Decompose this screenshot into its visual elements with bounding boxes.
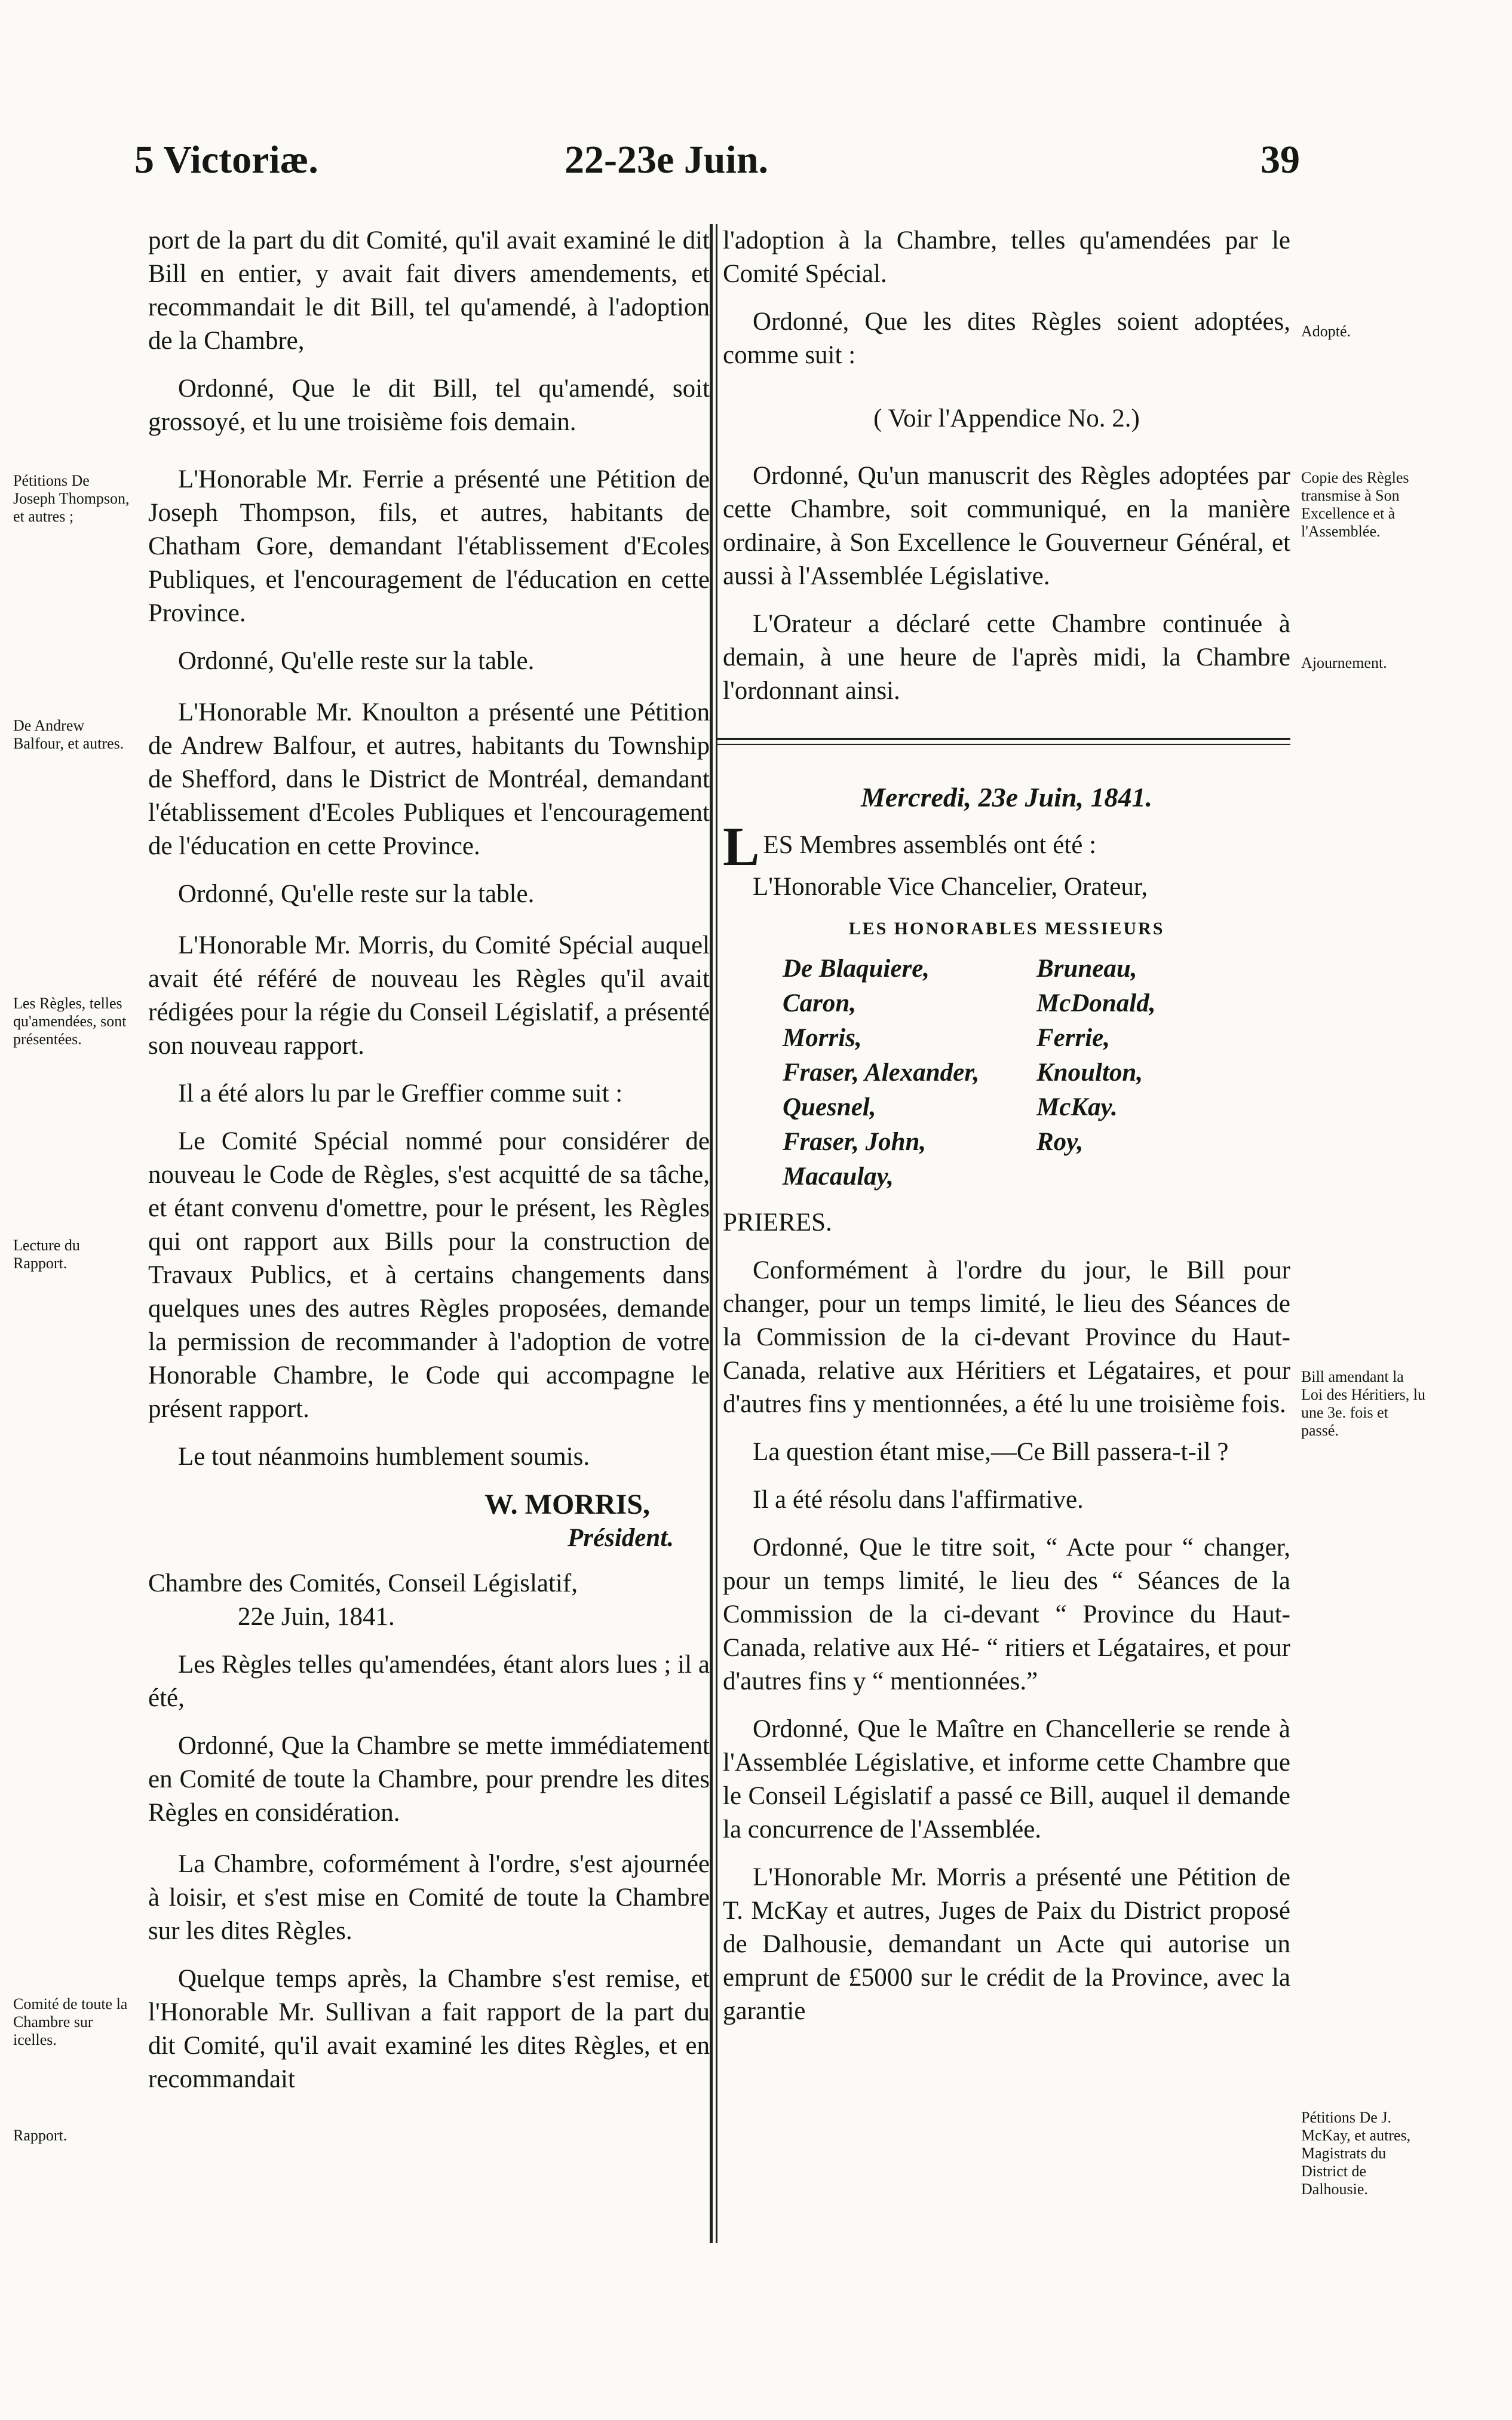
- members-text: ES Membres assemblés ont été :: [763, 831, 1097, 859]
- date-heading: Mercredi, 23e Juin, 1841.: [860, 782, 1153, 812]
- paragraph: Le Comité Spécial nommé pour considérer de nouveau le Code de Règles, s'est acquitté de sa tâche, et étant convenu d'omettre, pour le présent, les Règles qui ont rapport aux Bills pour la construction de Travaux Publics, et à certains changements dans quelques unes des autres Règles proposées, demande la permission de recommander à l'adoption de votre Honorable Chambre, le Code qui accompagne le présent rapport.: [148, 1127, 710, 1423]
- member-name: Knoulton,: [1036, 1059, 1143, 1087]
- left-column: [148, 224, 710, 2111]
- paragraph: L'Honorable Mr. Morris a présenté une Pétition de T. McKay et autres, Juges de Paix du District proposé de Dalhousie, demandant un Acte qui autorise un emprunt de £5000 sur le crédit de la Province, avec la garantie: [723, 1863, 1290, 2025]
- paragraph: Il a été alors lu par le Greffier comme suit :: [178, 1079, 623, 1108]
- column-divider-right: [716, 224, 717, 2243]
- paragraph: Il a été résolu dans l'affirmative.: [753, 1486, 1084, 1514]
- page-number: 39: [1260, 138, 1300, 182]
- section-separator: [717, 738, 1290, 745]
- margin-note-left: Lecture du Rapport.: [13, 1237, 80, 1272]
- prayers-heading: PRIERES.: [723, 1209, 832, 1237]
- paragraph: l'adoption à la Chambre, telles qu'amendées par le Comité Spécial.: [723, 226, 1290, 288]
- paragraph: Ordonné, Qu'un manuscrit des Règles adoptées par cette Chambre, soit communiqué, en la manière ordinaire, à Son Excellence le Gouverneur Général, et aussi à l'Assemblée Législative.: [723, 462, 1290, 590]
- margin-note-right: Bill amendant la Loi des Héritiers, lu une 3e. fois et passé.: [1301, 1368, 1425, 1439]
- place-line: Chambre des Comités, Conseil Législatif,: [148, 1569, 578, 1597]
- paragraph: Quelque temps après, la Chambre s'est remise, et l'Honorable Mr. Sullivan a fait rapport de la part du dit Comité, qu'il avait examiné les dites Règles, et en recommandait: [148, 1965, 710, 2093]
- date-line: 22e Juin, 1841.: [238, 1603, 395, 1631]
- right-column: [723, 224, 1290, 2042]
- paragraph: Conformément à l'ordre du jour, le Bill pour changer, pour un temps limité, le lieu des Séances de la Commission de la ci-devant Province du Haut-Canada, relative aux Héritiers et Légataires, et pour d'autres fins y mentionnées, a été lu une troisième fois.: [723, 1256, 1290, 1418]
- margin-note-left: Pétitions De Joseph Thompson, et autres ;: [13, 472, 130, 525]
- member-name: Ferrie,: [1036, 1024, 1111, 1052]
- member-name: Roy,: [1036, 1128, 1084, 1156]
- honorables-heading: LES HONORABLES MESSIEURS: [848, 919, 1165, 938]
- member-name: McDonald,: [1036, 989, 1156, 1017]
- paragraph: Ordonné, Que le titre soit, “ Acte pour “ changer, pour un temps limité, le lieu des “ Séances de la Commission de la ci-devant “ Province du Haut-Canada, relative aux Hé- “ ritiers et Légataires, et pour d'autres fins y “ mentionnées.”: [723, 1533, 1290, 1695]
- margin-note-left: Comité de toute la Chambre sur icelles.: [13, 1995, 128, 2048]
- drop-cap: L: [723, 816, 760, 877]
- member-name: [1036, 1160, 1290, 1194]
- margin-note-right: Pétitions De J. McKay, et autres, Magistrats du District de Dalhousie.: [1301, 2109, 1411, 2198]
- paragraph: L'Honorable Mr. Knoulton a présenté une Pétition de Andrew Balfour, et autres, habitants du Township de Shefford, dans le District de Montréal, demandant l'établissement d'Ecoles Publiques et l'encouragement de l'éducation en cette Province.: [148, 698, 710, 860]
- paragraph: La Chambre, coformément à l'ordre, s'est ajournée à loisir, et s'est mise en Comité de toute la Chambre sur les dites Règles.: [148, 1850, 710, 1945]
- member-name: Quesnel,: [783, 1093, 876, 1121]
- signature-name: W. MORRIS,: [484, 1489, 650, 1520]
- paragraph: Les Règles telles qu'amendées, étant alors lues ; il a été,: [148, 1651, 710, 1712]
- paragraph: L'Honorable Mr. Morris, du Comité Spécial auquel avait été référé de nouveau les Règles qu'il avait rédigées pour la régie du Conseil Législatif, a présenté son nouveau rapport.: [148, 931, 710, 1060]
- member-name: Caron,: [783, 989, 857, 1017]
- member-name: McKay.: [1036, 1093, 1118, 1121]
- appendix-reference: ( Voir l'Appendice No. 2.): [873, 404, 1140, 433]
- margin-note-right: Adopté.: [1301, 323, 1351, 340]
- member-name: Fraser, John,: [783, 1128, 927, 1156]
- header-date: 22-23e Juin.: [565, 138, 769, 182]
- paragraph: La question étant mise,—Ce Bill passera-t-il ?: [753, 1438, 1229, 1466]
- member-name: Macaulay,: [783, 1163, 894, 1191]
- member-name: Morris,: [783, 1024, 862, 1052]
- member-name: Fraser, Alexander,: [783, 1059, 980, 1087]
- paragraph: L'Orateur a déclaré cette Chambre continuée à demain, à une heure de l'après midi, la Chambre l'ordonnant ainsi.: [723, 610, 1290, 705]
- paragraph: Ordonné, Que la Chambre se mette immédiatement en Comité de toute la Chambre, pour prendre les dites Règles en considération.: [148, 1732, 710, 1827]
- margin-note-left: De Andrew Balfour, et autres.: [13, 717, 124, 752]
- margin-note-right: Ajournement.: [1301, 654, 1387, 671]
- speaker-line: L'Honorable Vice Chancelier, Orateur,: [753, 873, 1148, 901]
- paragraph: port de la part du dit Comité, qu'il avait examiné le dit Bill en entier, y avait fait divers amendements, et recommandait le dit Bill, tel qu'amendé, à l'adoption de la Chambre,: [148, 226, 710, 355]
- members-line: [723, 816, 1290, 877]
- paragraph: Ordonné, Que le dit Bill, tel qu'amendé, soit grossoyé, et lu une troisième fois demain.: [148, 375, 710, 436]
- paragraph: Le tout néanmoins humblement soumis.: [178, 1443, 590, 1471]
- paragraph: L'Honorable Mr. Ferrie a présenté une Pétition de Joseph Thompson, fils, et autres, habitants de Chatham Gore, demandant l'établissement d'Ecoles Publiques, et l'encouragement de l'éducation en cette Province.: [148, 465, 710, 627]
- member-name: Bruneau,: [1036, 955, 1137, 983]
- paragraph: Ordonné, Qu'elle reste sur la table.: [178, 647, 535, 675]
- page-header: [134, 137, 1300, 191]
- margin-note-left: Les Règles, telles qu'amendées, sont présentées.: [13, 995, 127, 1048]
- members-list: [783, 952, 1290, 1194]
- margin-note-right: Copie des Règles transmise à Son Excellence et à l'Assemblée.: [1301, 469, 1409, 540]
- paragraph: Ordonné, Que les dites Règles soient adoptées, comme suit :: [723, 308, 1290, 369]
- margin-note-left: Rapport.: [13, 2127, 68, 2144]
- column-divider-left: [710, 224, 713, 2243]
- paragraph: Ordonné, Qu'elle reste sur la table.: [178, 880, 535, 908]
- header-regnal-year: 5 Victoriæ.: [134, 138, 318, 182]
- paragraph: Ordonné, Que le Maître en Chancellerie se rende à l'Assemblée Législative, et informe cette Chambre que le Conseil Législatif a passé ce Bill, auquel il demande la concurrence de l'Assemblée.: [723, 1715, 1290, 1844]
- member-name: De Blaquiere,: [783, 955, 930, 983]
- signature-title: Président.: [568, 1524, 674, 1552]
